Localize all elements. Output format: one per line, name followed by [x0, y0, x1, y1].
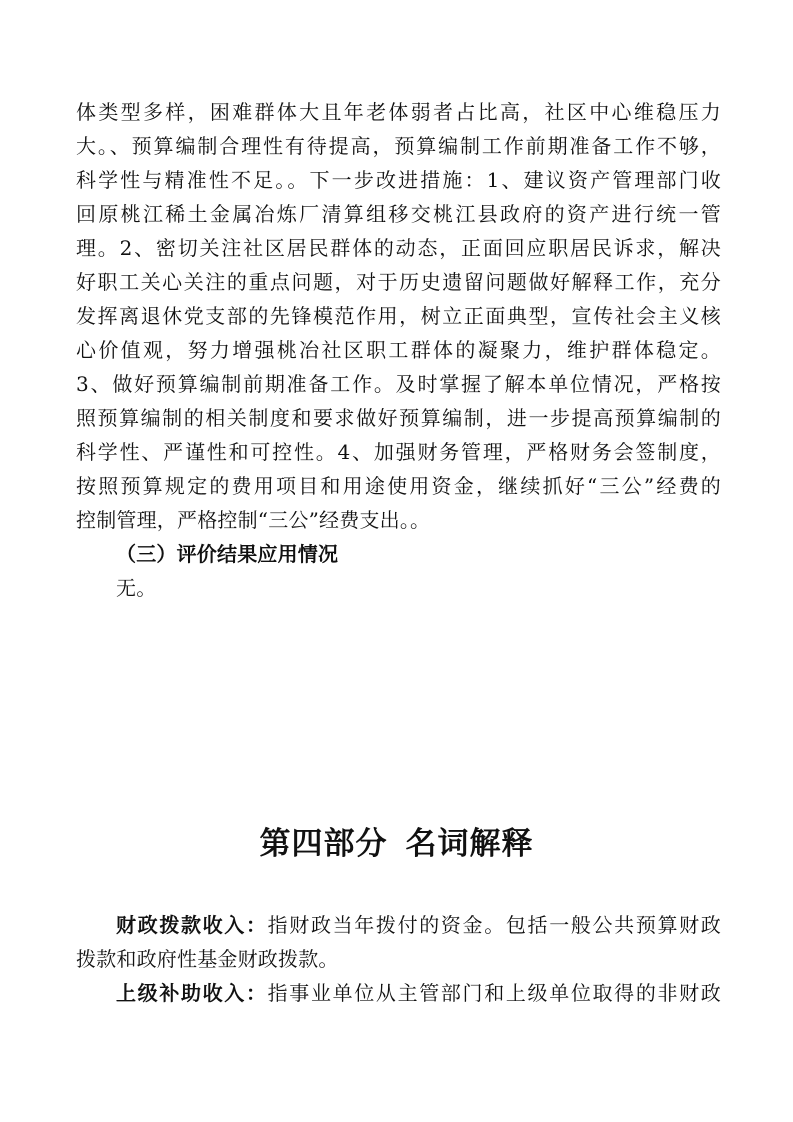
body-line-8: 心价值观，努力增强桃冶社区职工群体的凝聚力，维护群体稳定。: [76, 338, 721, 362]
definition-subsidy-line-1: [116, 979, 721, 1007]
part-4-heading: [0, 824, 793, 864]
definition-text-subsidy: 指事业单位从主管部门和上级单位取得的非财政: [267, 981, 722, 1005]
definition-fiscal-line-2: 拨款和政府性基金财政拨款。: [76, 947, 339, 971]
definition-text-fiscal: 指财政当年拨付的资金。包括一般公共预算财政: [267, 913, 722, 937]
section-3-content: 无。: [116, 576, 157, 600]
body-line-11: 科学性、严谨性和可控性。4、加强财务管理，严格财务会签制度，: [76, 440, 721, 464]
body-line-10: 照预算编制的相关制度和要求做好预算编制，进一步提高预算编制的: [76, 406, 721, 430]
body-line-13: 控制管理，严格控制“三公”经费支出。。: [76, 508, 431, 532]
body-line-2: 大。、预算编制合理性有待提高，预算编制工作前期准备工作不够，: [76, 134, 721, 158]
definition-fiscal-line-1: [116, 911, 721, 939]
body-line-3: 科学性与精准性不足。。下一步改进措施：1、建议资产管理部门收: [76, 168, 721, 192]
part-4-title: 名词解释: [405, 826, 534, 862]
body-line-1: 体类型多样，困难群体大且年老体弱者占比高，社区中心维稳压力: [76, 100, 721, 124]
body-line-6: 好职工关心关注的重点问题，对于历史遗留问题做好解释工作，充分: [76, 270, 721, 294]
body-line-12: 按照预算规定的费用项目和用途使用资金，继续抓好“三公”经费的: [76, 474, 721, 498]
definition-term-subsidy: 上级补助收入：: [116, 981, 268, 1005]
body-line-7: 发挥离退休党支部的先锋模范作用，树立正面典型，宣传社会主义核: [76, 304, 721, 328]
definition-term-fiscal: 财政拨款收入：: [116, 913, 268, 937]
section-3-title: （三）评价结果应用情况: [116, 542, 339, 566]
part-4-number: 第四部分: [259, 826, 388, 862]
body-line-9: 3、做好预算编制前期准备工作。及时掌握了解本单位情况，严格按: [76, 372, 721, 396]
body-line-4: 回原桃江稀土金属冶炼厂清算组移交桃江县政府的资产进行统一管: [76, 202, 721, 226]
body-line-5: 理。2、密切关注社区居民群体的动态，正面回应职居民诉求，解决: [76, 236, 721, 260]
